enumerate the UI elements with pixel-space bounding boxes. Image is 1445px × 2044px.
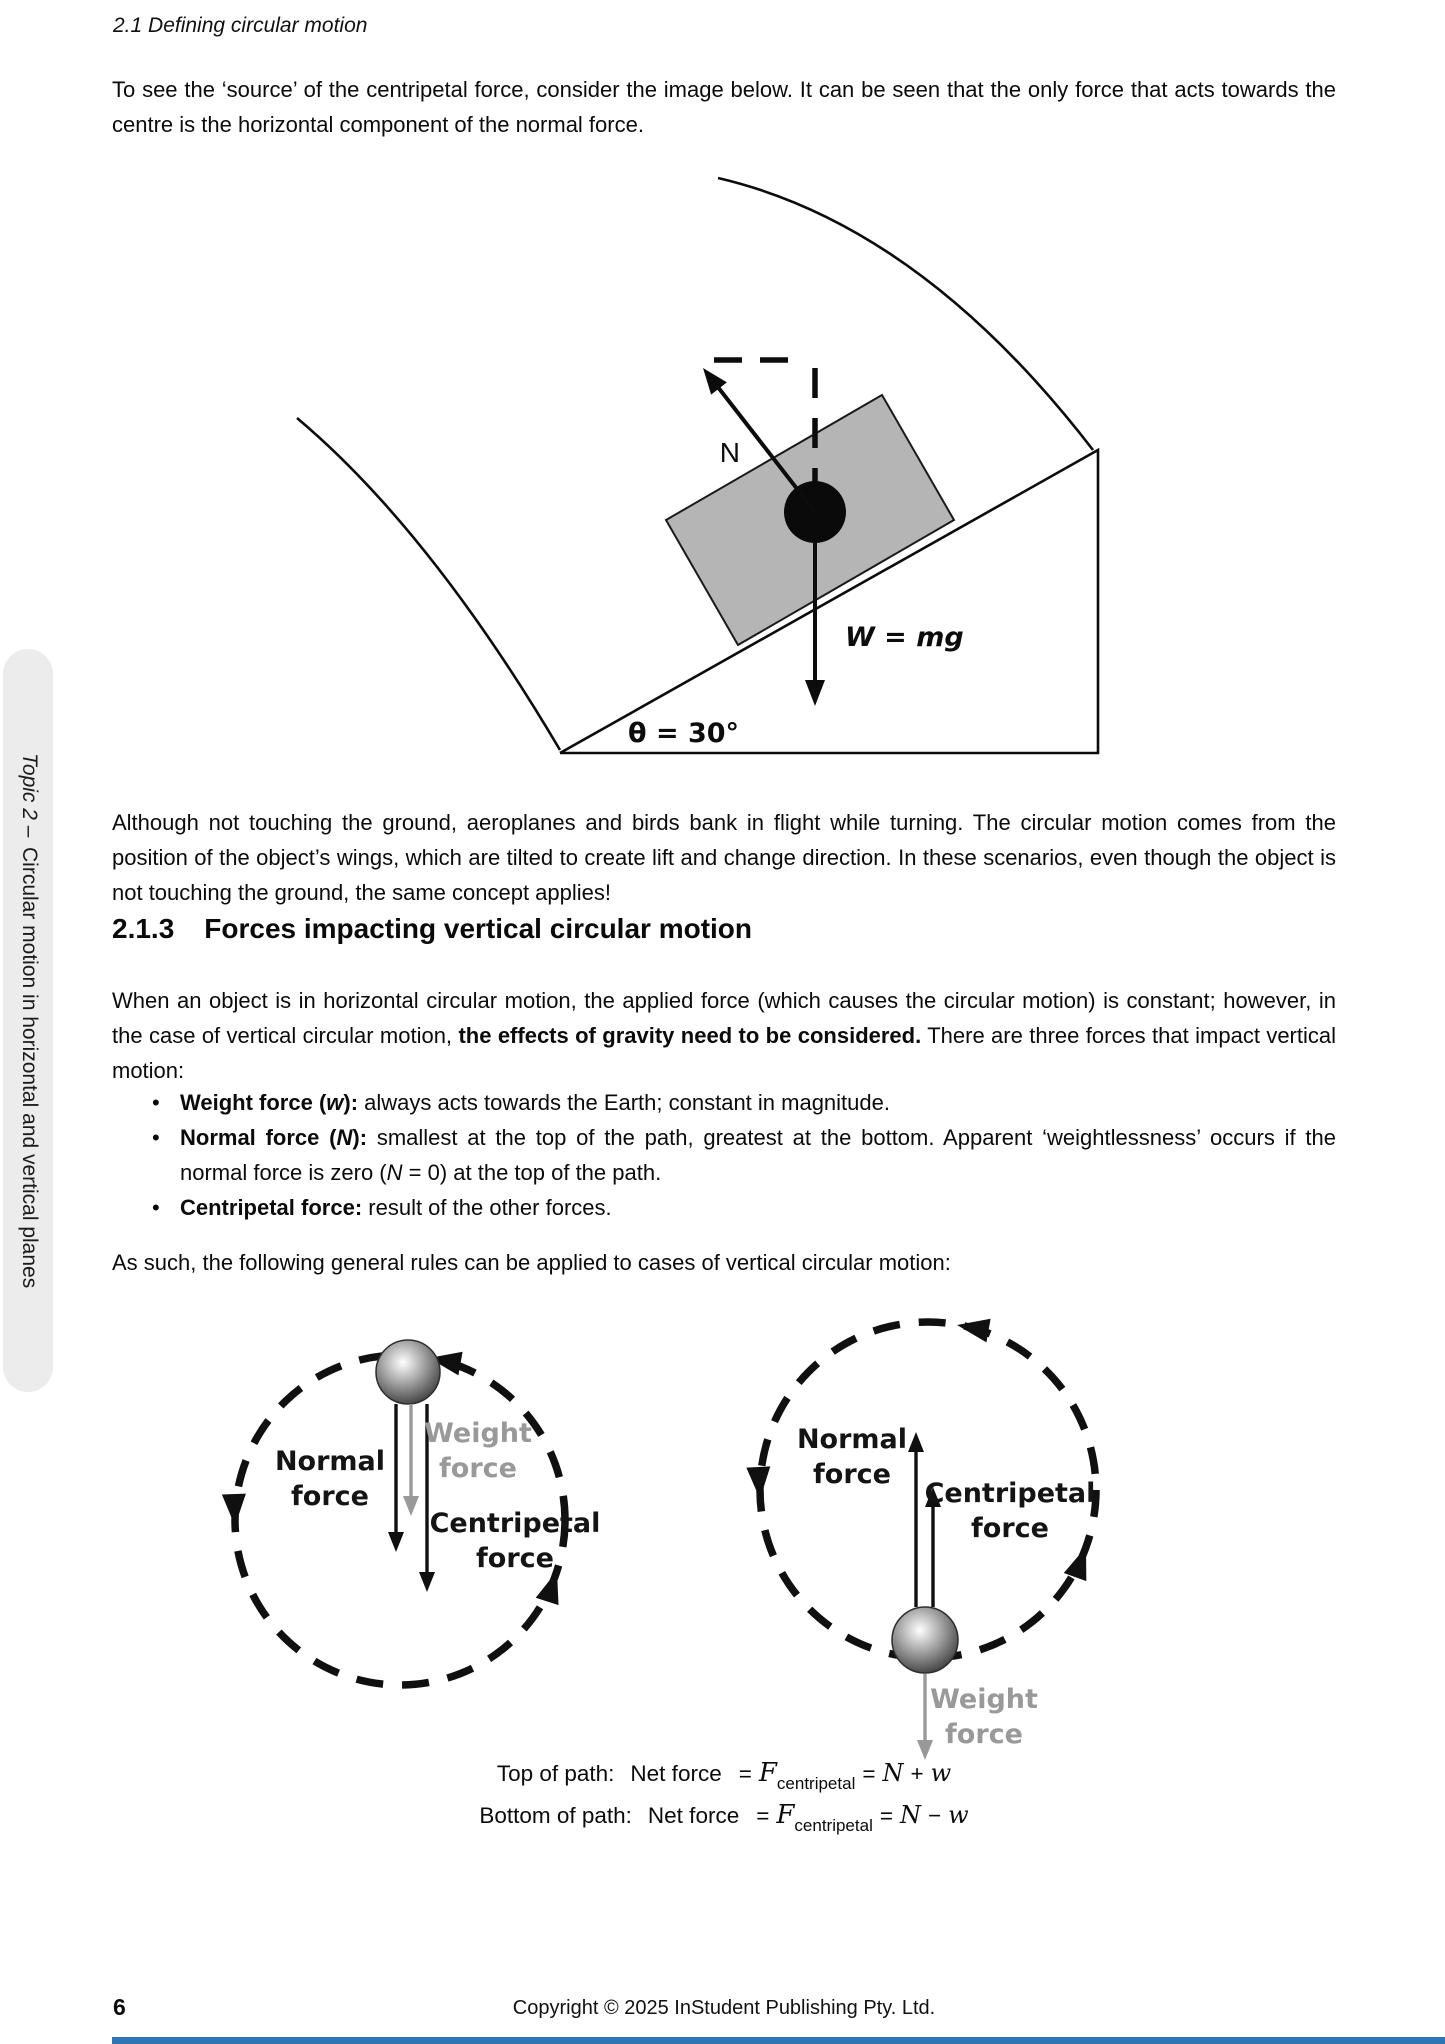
centripetal-force-label: force (476, 1543, 554, 1574)
equals-sign: = (738, 1761, 752, 1786)
normal-force-arrow (908, 1432, 924, 1607)
bottom-of-path-diagram (746, 1313, 1097, 1760)
f-subscript: centripetal (794, 1815, 873, 1835)
bullet-centripetal-force (112, 1190, 1336, 1225)
bank-angle-label: θ = 30° (628, 718, 740, 749)
normal-force-label: Normal (796, 1424, 908, 1455)
centripetal-force-label: force (971, 1513, 1049, 1544)
bullet-text: smallest at the top of the path, greatest at the bottom. Apparent ‘weightlessness’ occurs if the normal force is zero ( (180, 1125, 1336, 1185)
sidebar-topic-title: Circular motion in horizontal and vertical planes (18, 847, 41, 1289)
normal-force-label: Normal (274, 1446, 386, 1477)
operator-sign: − (927, 1803, 942, 1828)
equation-place-label: Top of path: (496, 1761, 615, 1786)
bullet-marker: • (152, 1125, 160, 1150)
equation-net-label: Net force (647, 1803, 740, 1828)
ball-icon (892, 1607, 958, 1673)
equals-sign: = (879, 1803, 893, 1828)
sidebar-topic-number: Topic 2 – (18, 752, 41, 838)
normal-force-label: force (813, 1459, 891, 1490)
page-number: 6 (113, 1994, 126, 2020)
paragraph-run: When an object is in horizontal circular motion, the applied force (which causes the circular motion) is constant; however, in the case of vertical circular motion, (112, 988, 1336, 1048)
weight-force-label: Weight (930, 1684, 1038, 1715)
paragraph-rules-intro: As such, the following general rules can be applied to cases of vertical circular motion: (112, 1250, 951, 1275)
bullet-bold-text: ): (352, 1125, 368, 1150)
bullet-normal-force (112, 1120, 1336, 1190)
weight-force-label: Weight (424, 1418, 532, 1449)
equation-place-label: Bottom of path: (479, 1803, 632, 1828)
bullet-variable: w (326, 1090, 344, 1115)
bullet-marker: • (152, 1090, 160, 1115)
section-title: Forces impacting vertical circular motion (204, 913, 753, 944)
bullet-variable: N (386, 1160, 403, 1185)
normal-variable: N (882, 1759, 904, 1787)
paragraph-vertical-motion (112, 983, 1336, 1088)
bullet-text: result of the other forces. (362, 1195, 612, 1220)
normal-force-label: N (719, 437, 740, 468)
motion-arrowhead (955, 1313, 991, 1342)
paragraph-banking: Although not touching the ground, aeroplanes and birds bank in flight while turning. The circular motion comes from the position of the object’s wings, which are tilted to create lift and change direction. In these scenarios, even though the object is not touching the ground, the same concept applies! (112, 810, 1336, 905)
net-force-equations (112, 1752, 1336, 1836)
normal-variable: N (899, 1801, 921, 1829)
weight-variable: w (948, 1801, 969, 1829)
weight-equation-label: W = mg (845, 622, 964, 653)
paragraph-run: There are three forces that impact vertical motion: (112, 1023, 1336, 1083)
bullet-text: = 0) at the top of the path. (402, 1160, 662, 1185)
f-subscript: centripetal (776, 1773, 856, 1793)
footer-accent-bar (112, 2037, 1445, 2044)
paragraph-intro: To see the ‘source’ of the centripetal force, consider the image below. It can be seen that the only force that acts towards the centre is the horizontal component of the normal force. (112, 77, 1336, 137)
bullet-bold-text: Centripetal force: (180, 1195, 363, 1220)
paragraph-run-bold: the effects of gravity need to be considered. (458, 1023, 922, 1048)
f-variable: F (776, 1800, 795, 1830)
section-number: 2.1.3 (112, 913, 175, 944)
operator-sign: + (910, 1761, 924, 1786)
track-curve-left (297, 418, 560, 750)
section-heading (112, 913, 752, 945)
equation-bottom-of-path (112, 1794, 1336, 1836)
copyright-notice: Copyright © 2025 InStudent Publishing Pty. Ltd. (512, 1997, 936, 2019)
equals-sign: = (862, 1761, 876, 1786)
motion-arrowhead (222, 1494, 247, 1527)
f-centripetal-symbol (776, 1800, 873, 1835)
centripetal-force-label: Centripetal (429, 1508, 601, 1539)
banked-curve-diagram (250, 140, 1160, 780)
normal-force-arrow (388, 1404, 404, 1552)
vertical-circular-motion-diagrams (165, 1295, 1120, 1775)
weight-variable: w (930, 1759, 952, 1787)
bullet-bold-text: Normal force ( (180, 1125, 337, 1150)
bullet-variable: N (336, 1125, 353, 1150)
running-header: 2.1 Defining circular motion (113, 14, 368, 37)
bullet-marker: • (152, 1195, 160, 1220)
motion-arrowhead (746, 1466, 772, 1499)
normal-force-label: force (291, 1481, 369, 1512)
bullet-bold-text: ): (343, 1090, 359, 1115)
f-centripetal-symbol (758, 1758, 856, 1793)
topic-sidebar-tab (3, 649, 53, 1392)
forces-bullet-list (112, 1085, 1336, 1225)
f-variable: F (758, 1758, 777, 1788)
equation-top-of-path (112, 1752, 1336, 1794)
weight-force-label: force (439, 1453, 517, 1484)
equation-net-label: Net force (630, 1761, 722, 1786)
equals-sign: = (756, 1803, 770, 1828)
weight-force-label: force (945, 1719, 1023, 1750)
bullet-bold-text: Weight force ( (180, 1090, 327, 1115)
track-curve-top (718, 178, 1093, 450)
ball-icon (376, 1340, 440, 1404)
centripetal-force-label: Centripetal (924, 1478, 1096, 1509)
bullet-text: always acts towards the Earth; constant in magnitude. (358, 1090, 890, 1115)
bullet-weight-force (112, 1085, 1336, 1120)
top-of-path-diagram (222, 1340, 601, 1685)
motion-arrowhead (1064, 1543, 1097, 1581)
weight-force-arrow (403, 1404, 419, 1516)
